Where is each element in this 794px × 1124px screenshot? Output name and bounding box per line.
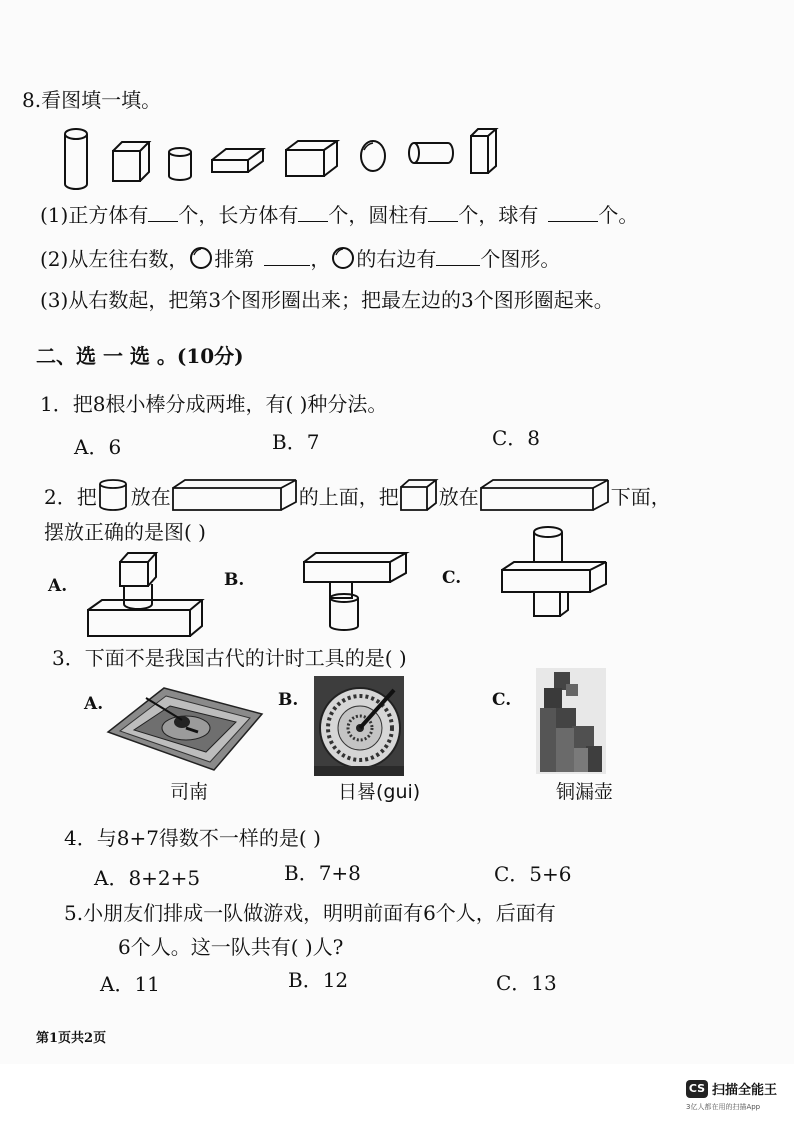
q5-option-b[interactable]: B．12: [288, 968, 349, 992]
long-board-inline-icon: [171, 478, 299, 512]
blank-cuboid-count[interactable]: [298, 207, 328, 222]
camscanner-logo-icon: CS: [686, 1080, 708, 1098]
scanner-watermark: [686, 1078, 790, 1118]
q4-option-a[interactable]: A．8+2+5: [94, 866, 201, 890]
q8-l2-text-d: 的右边有: [356, 247, 437, 271]
small-cylinder-icon: [166, 145, 196, 183]
q4-stem: 4．与8+7得数不一样的是( ): [64, 826, 321, 850]
q3-option-c-label[interactable]: C.: [492, 690, 512, 710]
q2-text-e: 下面，: [610, 485, 671, 509]
section-2-title: 二、选 一 选 。(10分): [36, 344, 244, 368]
q8-l2-text-c: ，: [310, 247, 331, 271]
q1-option-c[interactable]: C．8: [492, 426, 541, 450]
cylinder-inline-icon: [97, 478, 131, 512]
q8-l2-text-e: 个图形。: [480, 247, 561, 271]
q1-option-b[interactable]: B．7: [272, 430, 320, 454]
q8-l2-text-b: 排第: [214, 247, 255, 271]
watermark-subtitle: 3亿人都在用的扫描App: [686, 1103, 761, 1111]
q2-option-a-label[interactable]: A.: [48, 576, 68, 596]
caption-sundial: 日晷(gui): [338, 781, 421, 803]
tall-cuboid-icon: [468, 126, 500, 176]
long-board-inline-icon-2: [479, 478, 611, 512]
q2-option-a-figure[interactable]: [84, 548, 204, 640]
q8-line-2: [40, 246, 560, 271]
cube-icon: [110, 139, 152, 183]
flat-cuboid-icon: [210, 146, 266, 174]
q1-option-a[interactable]: A．6: [74, 435, 122, 459]
q2-option-c-label[interactable]: C.: [442, 568, 462, 588]
lying-cylinder-icon: [406, 139, 456, 167]
q8-l1-text-b: 个，长方体有: [178, 203, 299, 227]
blank-cylinder-count[interactable]: [428, 207, 458, 222]
caption-water-clock: 铜漏壶: [556, 781, 614, 803]
q8-title: 8.看图填一填。: [22, 88, 162, 112]
blank-sphere-count[interactable]: [548, 207, 598, 222]
q3-stem: 3．下面不是我国古代的计时工具的是( ): [52, 646, 407, 670]
page-footer: 第1页共2页: [36, 1031, 107, 1046]
sphere-inline-icon-2: [330, 246, 356, 270]
q3-option-b-label[interactable]: B.: [278, 690, 299, 710]
q2-stem-line-2: 摆放正确的是图( ): [44, 520, 206, 544]
cuboid-icon: [284, 138, 340, 178]
q8-l1-text-a: (1)正方体有: [40, 203, 149, 227]
sphere-icon: [358, 138, 388, 174]
sinan-compass-image[interactable]: [106, 684, 264, 772]
q2-text-d: 放在: [438, 485, 479, 509]
blank-sphere-position[interactable]: [264, 251, 310, 266]
q4-option-b[interactable]: B．7+8: [284, 861, 361, 885]
caption-sinan: 司南: [170, 781, 209, 803]
blank-right-count[interactable]: [436, 251, 480, 266]
q5-stem-line-1: 5.小朋友们排成一队做游戏，明明前面有6个人，后面有: [64, 901, 556, 925]
q8-line-3: (3)从右数起，把第3个图形圈出来；把最左边的3个图形圈起来。: [40, 288, 614, 312]
q2-option-b-figure[interactable]: [300, 550, 410, 634]
cube-inline-icon: [399, 478, 439, 512]
blank-cube-count[interactable]: [148, 207, 178, 222]
sphere-inline-icon: [188, 246, 214, 270]
q1-stem: 1．把8根小棒分成两堆，有( )种分法。: [40, 392, 388, 416]
q2-option-c-figure[interactable]: [498, 524, 610, 620]
q5-option-a[interactable]: A．11: [100, 972, 160, 996]
watermark-name: 扫描全能王: [712, 1083, 778, 1098]
q5-stem-line-2: 6个人。这一队共有( )人?: [118, 935, 344, 959]
q3-option-a-label[interactable]: A.: [84, 694, 104, 714]
q2-text-b: 放在: [130, 485, 171, 509]
q5-option-c[interactable]: C．13: [496, 971, 557, 995]
q8-l1-text-c: 个，圆柱有: [328, 203, 429, 227]
q8-l1-text-d: 个，球有: [458, 203, 539, 227]
q8-line-1: [40, 203, 638, 227]
q2-text-c: 的上面，把: [298, 485, 399, 509]
q2-option-b-label[interactable]: B.: [224, 570, 245, 590]
water-clock-image[interactable]: [536, 668, 606, 774]
q4-option-c[interactable]: C．5+6: [494, 862, 572, 886]
q2-text-a: 2．把: [44, 485, 97, 509]
q8-l1-text-e: 个。: [598, 203, 639, 227]
q8-l2-text-a: (2)从左往右数，: [40, 247, 189, 271]
tall-cylinder-icon: [62, 126, 92, 192]
q2-stem-line-1: [44, 478, 671, 512]
sundial-image[interactable]: [314, 676, 404, 776]
